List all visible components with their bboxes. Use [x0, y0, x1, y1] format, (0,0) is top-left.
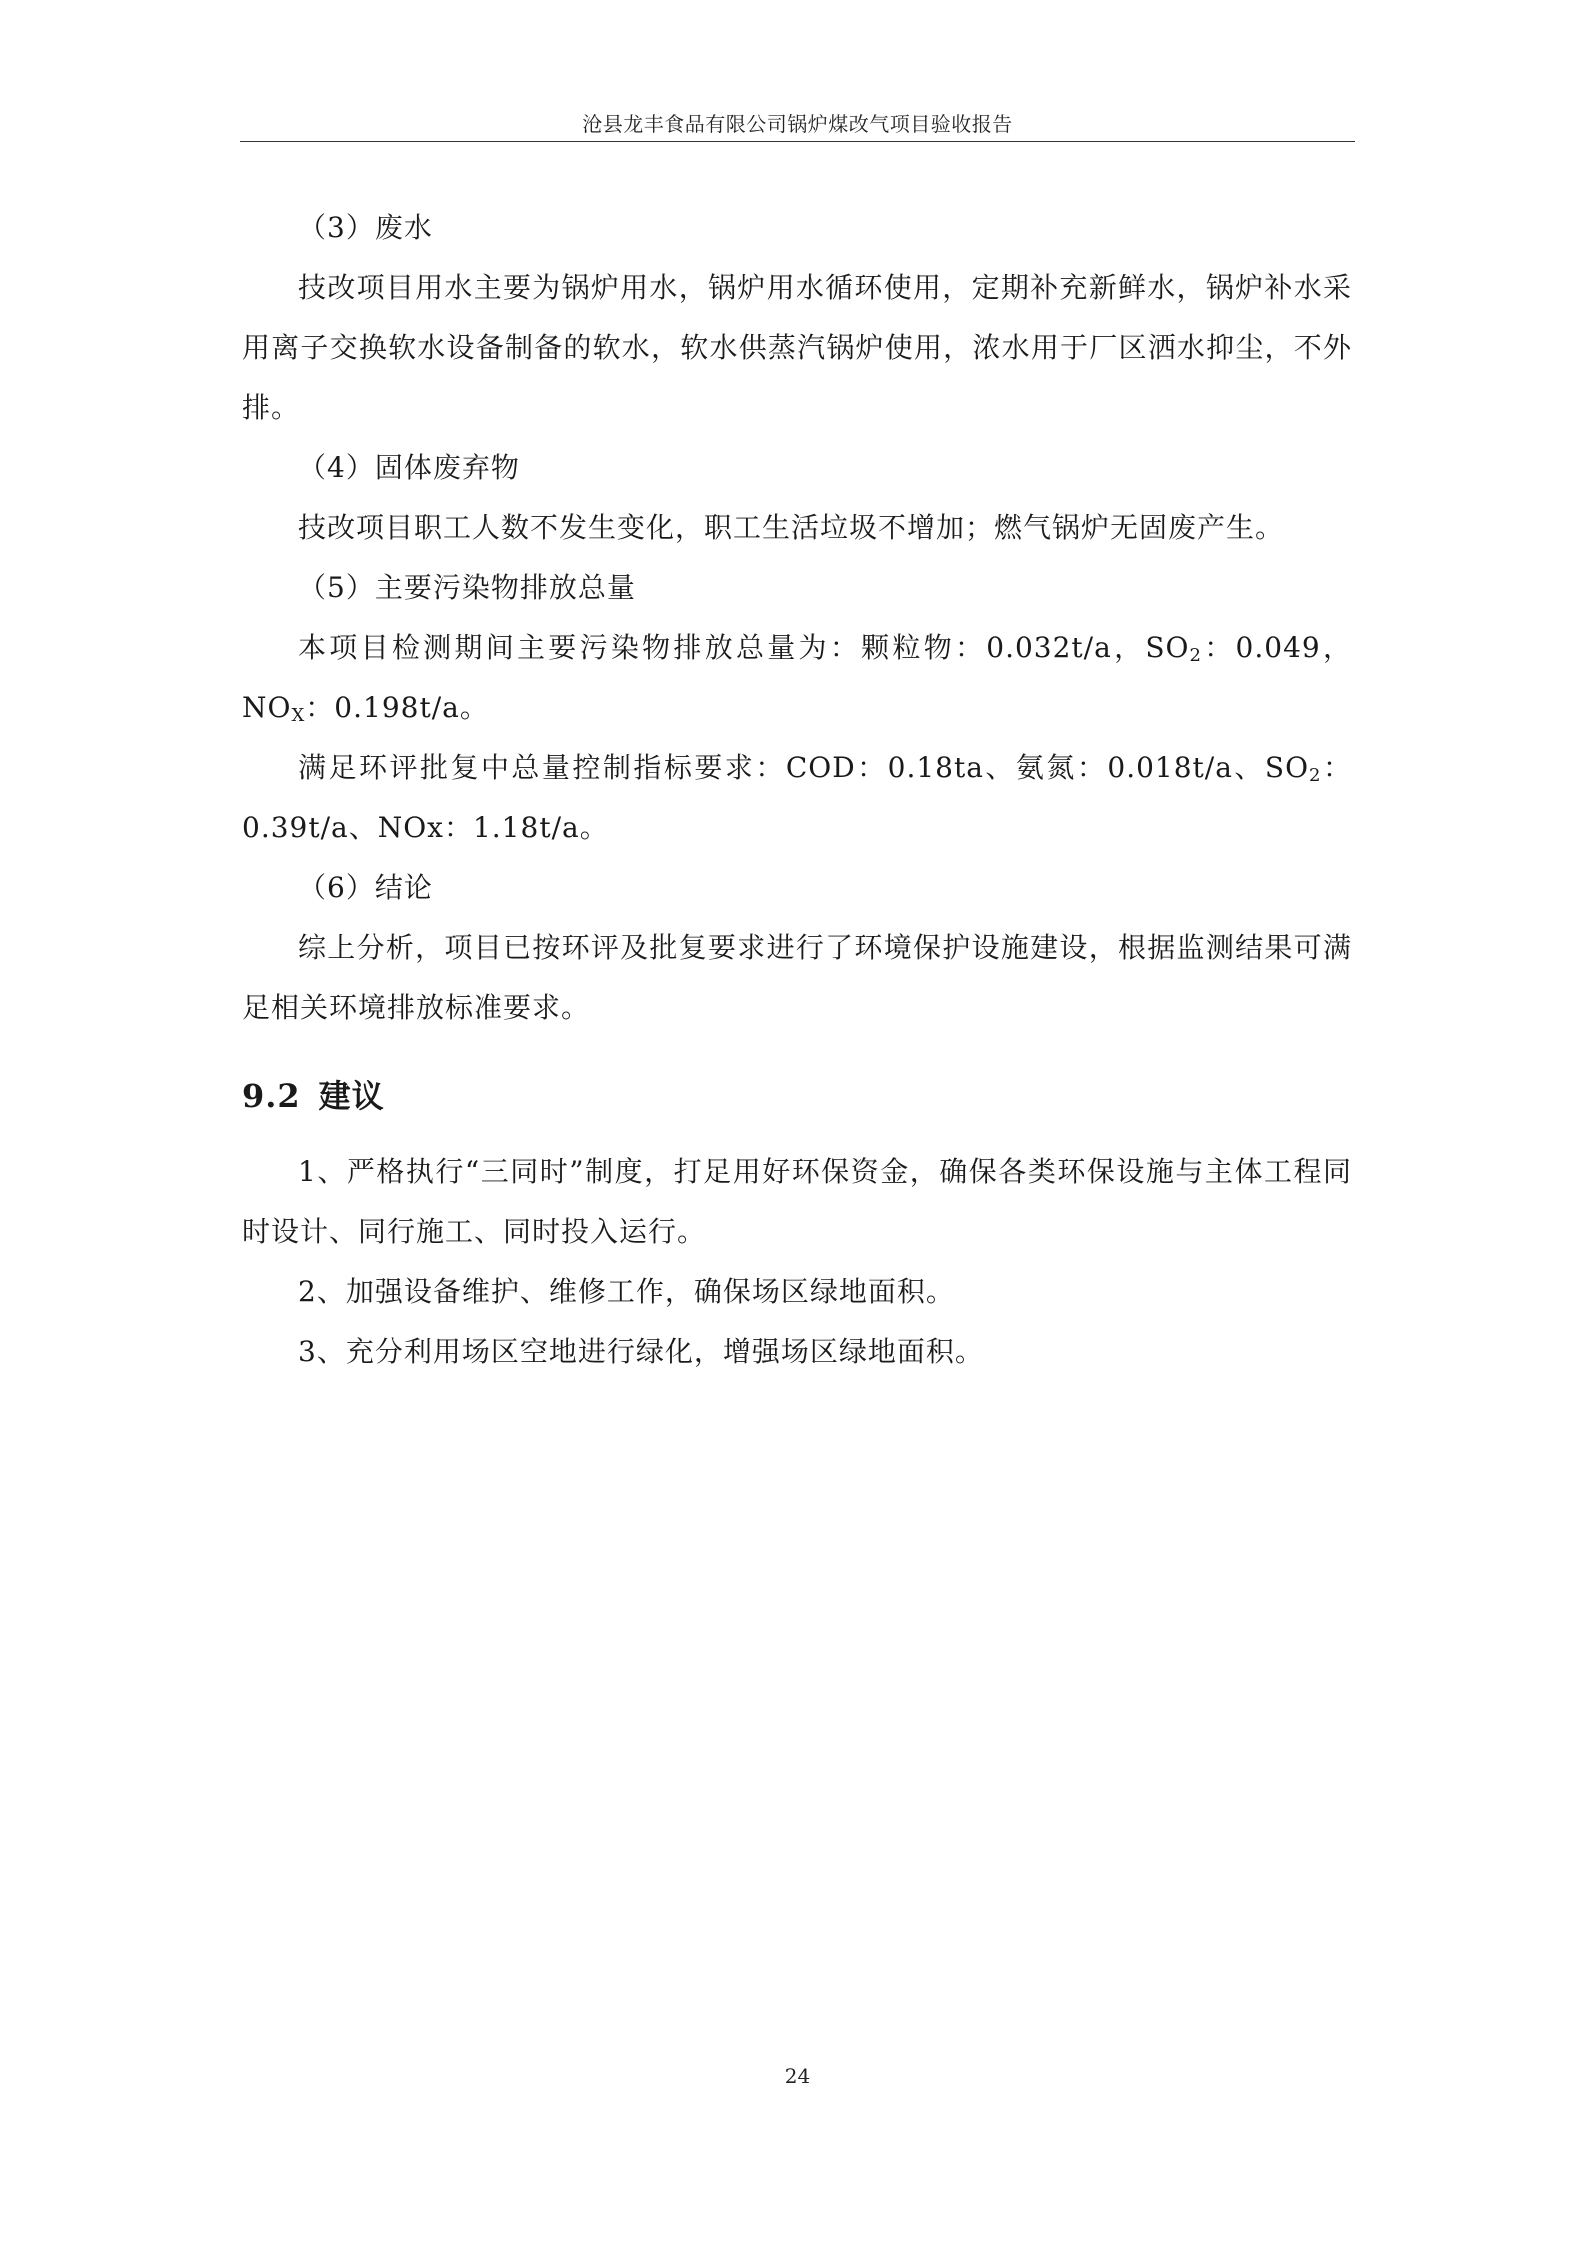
page-content — [242, 198, 1352, 1382]
page-number: 24 — [784, 2064, 811, 2088]
nox-subscript: X — [291, 705, 306, 726]
solid-waste-heading: （4）固体废弃物 — [298, 451, 520, 484]
emissions-heading: （5）主要污染物排放总量 — [298, 571, 636, 604]
emissions-total-text-c: ：0.198t/a。 — [305, 691, 489, 724]
emissions-total-paragraph — [242, 618, 1352, 738]
emissions-limit-text-a: 满足环评批复中总量控制指标要求：COD：0.18ta、氨氮：0.018t/a、SO — [298, 751, 1310, 784]
header-rule — [240, 141, 1355, 142]
section-title: 建议 — [318, 1077, 385, 1115]
so2-subscript: 2 — [1189, 645, 1202, 666]
emissions-limit-paragraph — [242, 738, 1352, 858]
suggestion-item: 1、严格执行“三同时”制度，打足用好环保资金，确保各类环保设施与主体工程同时设计、同行施工、同时投入运行。 — [242, 1155, 1352, 1248]
conclusion-paragraph: 综上分析，项目已按环评及批复要求进行了环境保护设施建设，根据监测结果可满足相关环境排放标准要求。 — [242, 931, 1352, 1024]
wastewater-heading: （3）废水 — [298, 211, 433, 244]
solid-waste-paragraph: 技改项目职工人数不发生变化，职工生活垃圾不增加；燃气锅炉无固废产生。 — [298, 511, 1285, 544]
conclusion-heading: （6）结论 — [298, 871, 433, 904]
suggestion-item: 2、加强设备维护、维修工作，确保场区绿地面积。 — [298, 1275, 955, 1308]
wastewater-paragraph: 技改项目用水主要为锅炉用水，锅炉用水循环使用，定期补充新鲜水，锅炉补水采用离子交换软水设备制备的软水，软水供蒸汽锅炉使用，浓水用于厂区洒水抑尘，不外排。 — [242, 271, 1352, 424]
emissions-total-text-a: 本项目检测期间主要污染物排放总量为：颗粒物：0.032t/a，SO — [298, 631, 1190, 664]
section-number: 9.2 — [242, 1077, 301, 1115]
emissions-total-text-b: ：0.049，NO — [242, 631, 1352, 724]
running-header: 沧县龙丰食品有限公司锅炉煤改气项目验收报告 — [582, 112, 1013, 136]
so2-limit-subscript: 2 — [1309, 765, 1322, 786]
suggestion-item: 3、充分利用场区空地进行绿化，增强场区绿地面积。 — [298, 1335, 984, 1368]
section-heading-suggestions — [242, 1064, 1352, 1128]
emissions-limit-text-b: ：0.39t/a、NOx：1.18t/a。 — [242, 751, 1352, 844]
